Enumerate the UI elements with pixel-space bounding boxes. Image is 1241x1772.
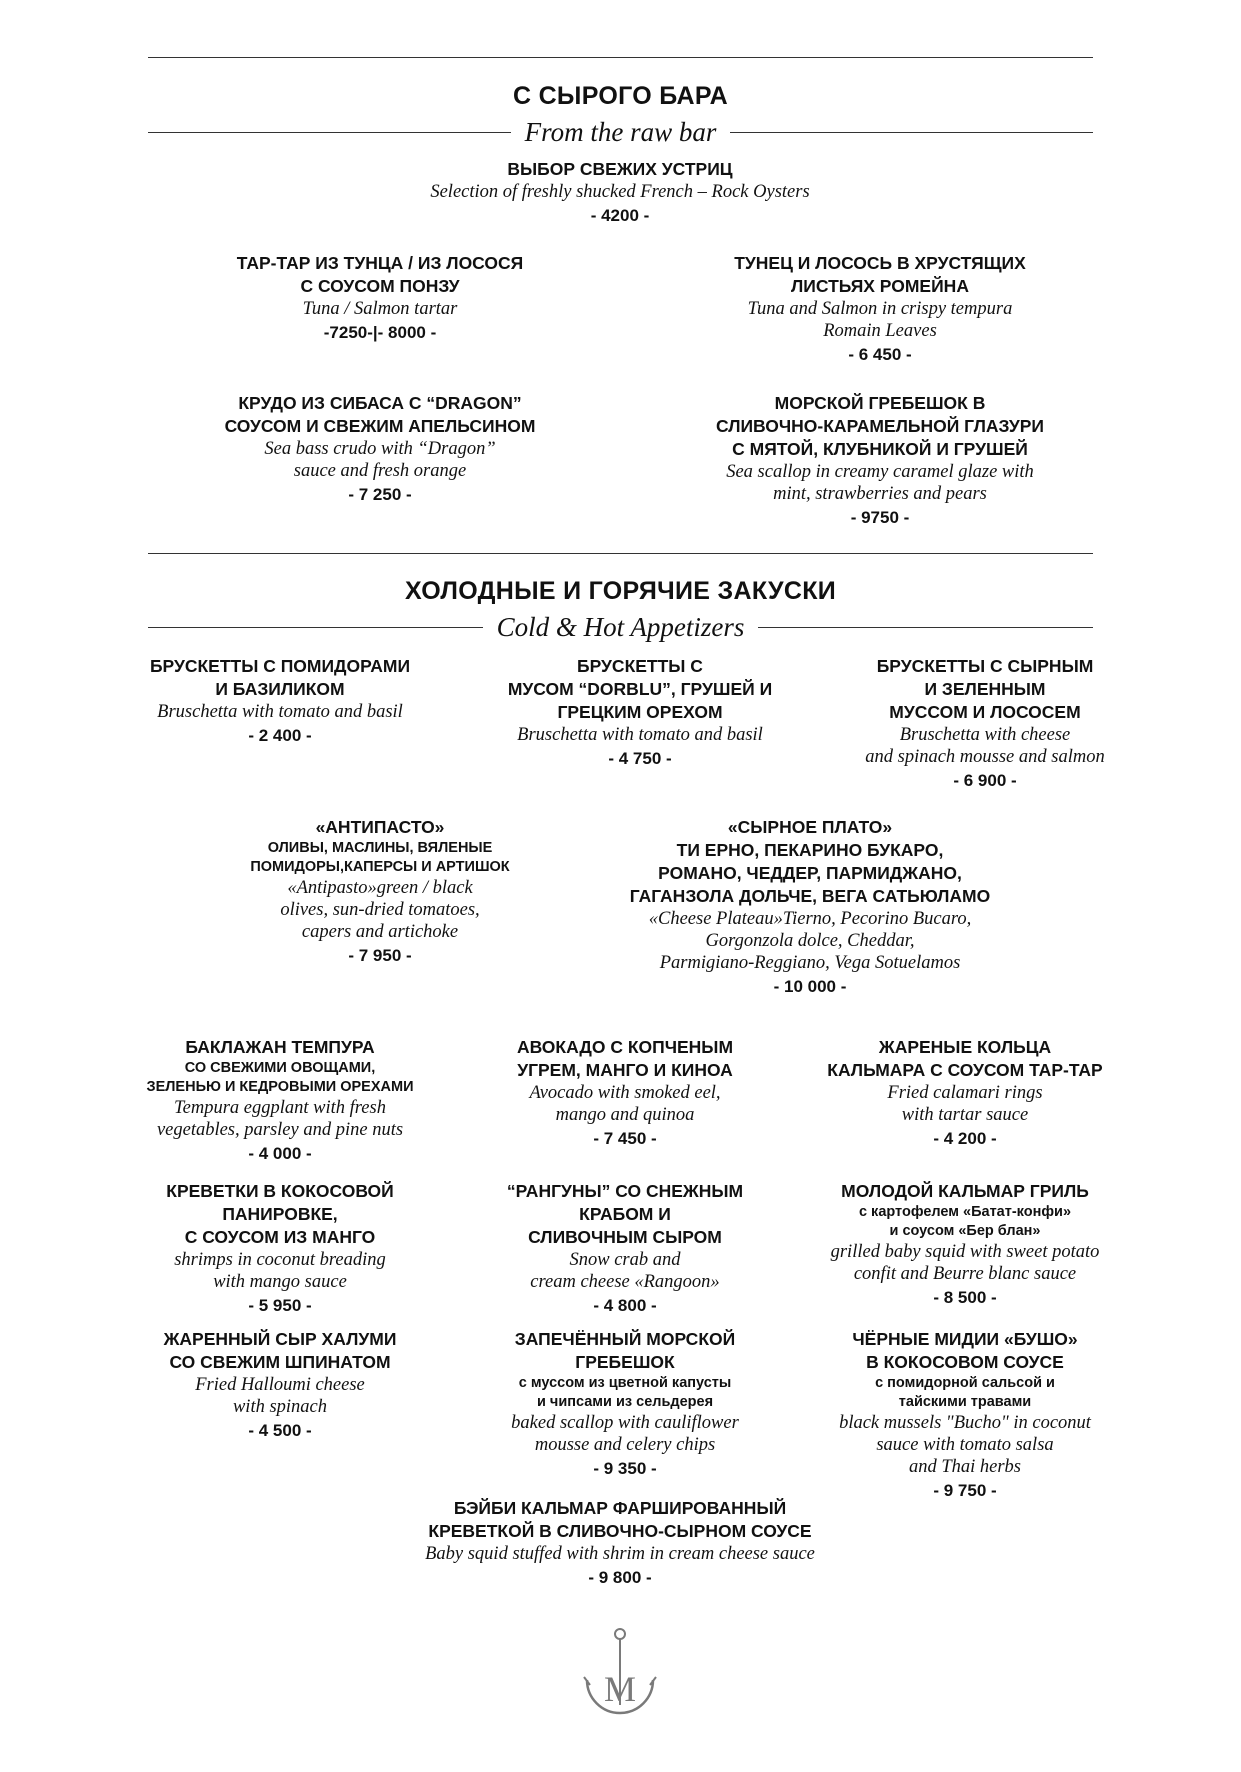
dish-name-en: shrimps in coconut breading [174, 1250, 386, 1270]
menu-item [130, 392, 630, 507]
dish-price: - 6 450 - [848, 345, 912, 364]
dish-price: - 4 500 - [248, 1421, 312, 1440]
dish-name-en: Bruschetta with tomato and basil [517, 725, 763, 745]
dish-description-ru: СО СВЕЖИМИ ОВОЩАМИ, [184, 1060, 376, 1076]
logo-letter: M [603, 1669, 637, 1709]
dish-description-ru: ПОМИДОРЫ,КАПЕРСЫ И АРТИШОК [250, 859, 510, 875]
dish-name-ru: ЖАРЕНЫЕ КОЛЬЦА [878, 1037, 1052, 1057]
dish-name-ru: УГРЕМ, МАНГО И КИНОА [517, 1060, 733, 1080]
subtitle-rule-left [148, 132, 511, 133]
dish-price: - 9 750 - [933, 1481, 997, 1500]
dish-name-ru: СЛИВОЧНО-КАРАМЕЛЬНОЙ ГЛАЗУРИ [716, 416, 1044, 436]
dish-name-en: vegetables, parsley and pine nuts [156, 1120, 404, 1140]
dish-name-ru: ЗАПЕЧЁННЫЙ МОРСКОЙ [514, 1329, 736, 1349]
dish-price: -7250-|- 8000 - [323, 323, 437, 342]
dish-name-en: mint, strawberries and pears [773, 484, 987, 504]
dish-price: - 4 000 - [248, 1144, 312, 1163]
dish-name-ru: РОМАНО, ЧЕДДЕР, ПАРМИДЖАНО, [658, 863, 962, 883]
dish-name-ru: ГАГАНЗОЛА ДОЛЬЧЕ, ВЕГА САТЬЮЛАМО [629, 886, 991, 906]
section-subtitle-raw-bar-row [148, 117, 1093, 147]
dish-name-en: and Thai herbs [908, 1457, 1022, 1477]
menu-item [450, 655, 830, 771]
dish-price: - 4 800 - [593, 1296, 657, 1315]
dish-description-ru: ЗЕЛЕНЬЮ И КЕДРОВЫМИ ОРЕХАМИ [146, 1079, 414, 1095]
dish-name-ru: ВЫБОР СВЕЖИХ УСТРИЦ [507, 159, 733, 179]
menu-item [830, 655, 1140, 793]
dish-name-ru: ТУНЕЦ И ЛОСОСЬ В ХРУСТЯЩИХ [734, 253, 1026, 273]
section-divider [148, 553, 1093, 554]
dish-name-en: Sea bass crudo with “Dragon” [264, 439, 496, 459]
dish-name-ru: СОУСОМ И СВЕЖИМ АПЕЛЬСИНОМ [224, 416, 536, 436]
dish-description-ru: с картофелем «Батат-конфи» [858, 1204, 1072, 1220]
dish-name-ru: МУССОМ И ЛОСОСЕМ [889, 702, 1081, 722]
dish-name-en: mousse and celery chips [534, 1435, 716, 1455]
dish-name-en: Avocado with smoked eel, [529, 1083, 721, 1103]
dish-price: - 9 350 - [593, 1459, 657, 1478]
dish-name-en: Gorgonzola dolce, Cheddar, [705, 931, 915, 951]
section-subtitle: From the raw bar [524, 116, 717, 147]
dish-name-ru: СЛИВОЧНЫМ СЫРОМ [528, 1227, 722, 1247]
dish-price: - 4200 - [590, 206, 650, 225]
dish-description-ru: и чипсами из сельдерея [536, 1394, 714, 1410]
dish-name-en: Sea scallop in creamy caramel glaze with [726, 462, 1034, 482]
subtitle-rule-left [148, 627, 483, 628]
dish-name-en: Bruschetta with tomato and basil [157, 702, 403, 722]
dish-description-ru: с муссом из цветной капусты [518, 1375, 732, 1391]
top-divider [148, 57, 1093, 58]
menu-item [220, 816, 540, 968]
dish-name-ru: ТАР-ТАР ИЗ ТУНЦА / ИЗ ЛОСОСЯ [236, 253, 524, 273]
dish-price: - 7 450 - [593, 1129, 657, 1148]
dish-name-ru: БЭЙБИ КАЛЬМАР ФАРШИРОВАННЫЙ [453, 1498, 787, 1518]
dish-name-ru: И БАЗИЛИКОМ [215, 679, 345, 699]
dish-name-en: capers and artichoke [301, 922, 459, 942]
dish-price: - 4 200 - [933, 1129, 997, 1148]
dish-name-ru: С МЯТОЙ, КЛУБНИКОЙ И ГРУШЕЙ [732, 439, 1028, 459]
dish-name-ru: БРУСКЕТТЫ С [577, 656, 703, 676]
dish-description-ru: с помидорной сальсой и [875, 1375, 1055, 1391]
dish-name-en: with spinach [232, 1397, 328, 1417]
dish-name-en: mango and quinoa [555, 1105, 695, 1125]
dish-description-ru: тайскими травами [898, 1394, 1032, 1410]
dish-name-en: confit and Beurre blanc sauce [853, 1264, 1077, 1284]
dish-name-en: Parmigiano-Reggiano, Vega Sotuelamos [659, 953, 961, 973]
dish-name-en: sauce with tomato salsa [876, 1435, 1054, 1455]
dish-name-en: baked scallop with cauliflower [511, 1413, 739, 1433]
dish-name-en: Romain Leaves [823, 321, 937, 341]
dish-name-en: «Cheese Plateau»Tierno, Pecorino Bucaro, [648, 909, 972, 929]
subtitle-rule-right [758, 627, 1093, 628]
dish-name-ru: МОРСКОЙ ГРЕБЕШОК В [774, 393, 986, 413]
section-subtitle: Cold & Hot Appetizers [496, 611, 745, 642]
menu-item [110, 655, 450, 748]
dish-name-ru: «СЫРНОЕ ПЛАТО» [727, 817, 893, 837]
dish-name-en: Bruschetta with cheese [899, 725, 1071, 745]
dish-name-ru: КРЕВЕТКИ В КОКОСОВОЙ [166, 1181, 394, 1201]
dish-name-ru: ГРЕЦКИМ ОРЕХОМ [557, 702, 723, 722]
menu-item [130, 252, 630, 345]
dish-name-en: cream cheese «Rangoon» [530, 1272, 720, 1292]
dish-name-en: Fried Halloumi cheese [195, 1375, 365, 1395]
menu-item [800, 1036, 1130, 1151]
dish-name-en: with mango sauce [213, 1272, 347, 1292]
dish-name-en: Fried calamari rings [887, 1083, 1043, 1103]
dish-price: - 6 900 - [953, 771, 1017, 790]
dish-name-ru: “РАНГУНЫ” СО СНЕЖНЫМ [506, 1181, 744, 1201]
dish-price: - 10 000 - [773, 977, 847, 996]
dish-name-en: sauce and fresh orange [293, 461, 467, 481]
section-title-appetizers: ХОЛОДНЫЕ И ГОРЯЧИЕ ЗАКУСКИ [404, 577, 837, 605]
dish-name-en: Tuna and Salmon in crispy tempura [747, 299, 1013, 319]
dish-name-ru: ГРЕБЕШОК [575, 1352, 675, 1372]
dish-name-ru: ПАНИРОВКЕ, [222, 1204, 338, 1224]
dish-name-ru: КАЛЬМАРА С СОУСОМ ТАР-ТАР [827, 1060, 1103, 1080]
dish-price: - 2 400 - [248, 726, 312, 745]
dish-name-en: «Antipasto»green / black [287, 878, 473, 898]
menu-item [120, 1180, 440, 1318]
menu-item [320, 1497, 920, 1590]
dish-price: - 9750 - [850, 508, 910, 527]
menu-item [800, 1180, 1130, 1310]
dish-price: - 7 250 - [348, 485, 412, 504]
dish-name-ru: ЧЁРНЫЕ МИДИИ «БУШО» [852, 1329, 1078, 1349]
menu-item [585, 816, 1035, 999]
dish-name-ru: МОЛОДОЙ КАЛЬМАР ГРИЛЬ [841, 1181, 1089, 1201]
dish-description-ru: ОЛИВЫ, МАСЛИНЫ, ВЯЛЕНЫЕ [267, 840, 493, 856]
dish-name-ru: С СОУСОМ ПОНЗУ [300, 276, 460, 296]
dish-name-en: Snow crab and [569, 1250, 681, 1270]
dish-name-ru: И ЗЕЛЕННЫМ [924, 679, 1046, 699]
menu-item [320, 158, 920, 228]
dish-name-en: olives, sun-dried tomatoes, [280, 900, 480, 920]
dish-name-ru: АВОКАДО С КОПЧЕНЫМ [516, 1037, 734, 1057]
section-subtitle-appetizers-row [148, 612, 1093, 642]
dish-name-ru: БРУСКЕТТЫ С СЫРНЫМ [876, 656, 1094, 676]
dish-name-ru: ЖАРЕННЫЙ СЫР ХАЛУМИ [163, 1329, 397, 1349]
menu-item [465, 1328, 785, 1481]
dish-name-ru: ТИ ЕРНО, ПЕКАРИНО БУКАРО, [676, 840, 944, 860]
menu-item [120, 1328, 440, 1443]
dish-name-ru: КРЕВЕТКОЙ В СЛИВОЧНО-СЫРНОМ СОУСЕ [428, 1521, 812, 1541]
dish-name-ru: С СОУСОМ ИЗ МАНГО [184, 1227, 376, 1247]
dish-name-ru: КРАБОМ И [579, 1204, 671, 1224]
dish-name-ru: КРУДО ИЗ СИБАСА С “DRAGON” [238, 393, 522, 413]
dish-name-ru: ЛИСТЬЯХ РОМЕЙНА [791, 276, 969, 296]
dish-name-en: grilled baby squid with sweet potato [830, 1242, 1100, 1262]
dish-name-ru: «АНТИПАСТО» [315, 817, 445, 837]
dish-name-en: black mussels "Bucho" in coconut [839, 1413, 1091, 1433]
dish-price: - 9 800 - [588, 1568, 652, 1587]
dish-name-en: Tuna / Salmon tartar [302, 299, 458, 319]
menu-item [630, 252, 1130, 367]
dish-name-en: with tartar sauce [901, 1105, 1029, 1125]
dish-name-ru: В КОКОСОВОМ СОУСЕ [866, 1352, 1064, 1372]
dish-description-ru: и соусом «Бер блан» [889, 1223, 1041, 1239]
menu-item [630, 392, 1130, 530]
dish-price: - 8 500 - [933, 1288, 997, 1307]
subtitle-rule-right [730, 132, 1093, 133]
menu-item [800, 1328, 1130, 1503]
menu-item [465, 1036, 785, 1151]
dish-name-ru: БРУСКЕТТЫ С ПОМИДОРАМИ [149, 656, 411, 676]
dish-name-en: Baby squid stuffed with shrim in cream cheese sauce [425, 1544, 815, 1564]
dish-name-ru: МУСОМ “DORBLU”, ГРУШЕЙ И [507, 679, 773, 699]
menu-item [465, 1180, 785, 1318]
section-title-raw-bar: С СЫРОГО БАРА [512, 82, 729, 110]
dish-name-ru: БАКЛАЖАН ТЕМПУРА [185, 1037, 375, 1057]
dish-name-en: and spinach mousse and salmon [865, 747, 1105, 767]
dish-name-en: Selection of freshly shucked French – Rock Oysters [430, 182, 810, 202]
dish-name-ru: СО СВЕЖИМ ШПИНАТОМ [169, 1352, 391, 1372]
dish-price: - 7 950 - [348, 946, 412, 965]
dish-price: - 5 950 - [248, 1296, 312, 1315]
dish-name-en: Tempura eggplant with fresh [174, 1098, 386, 1118]
dish-price: - 4 750 - [608, 749, 672, 768]
anchor-monogram-icon [581, 1625, 659, 1725]
menu-item [120, 1036, 440, 1166]
